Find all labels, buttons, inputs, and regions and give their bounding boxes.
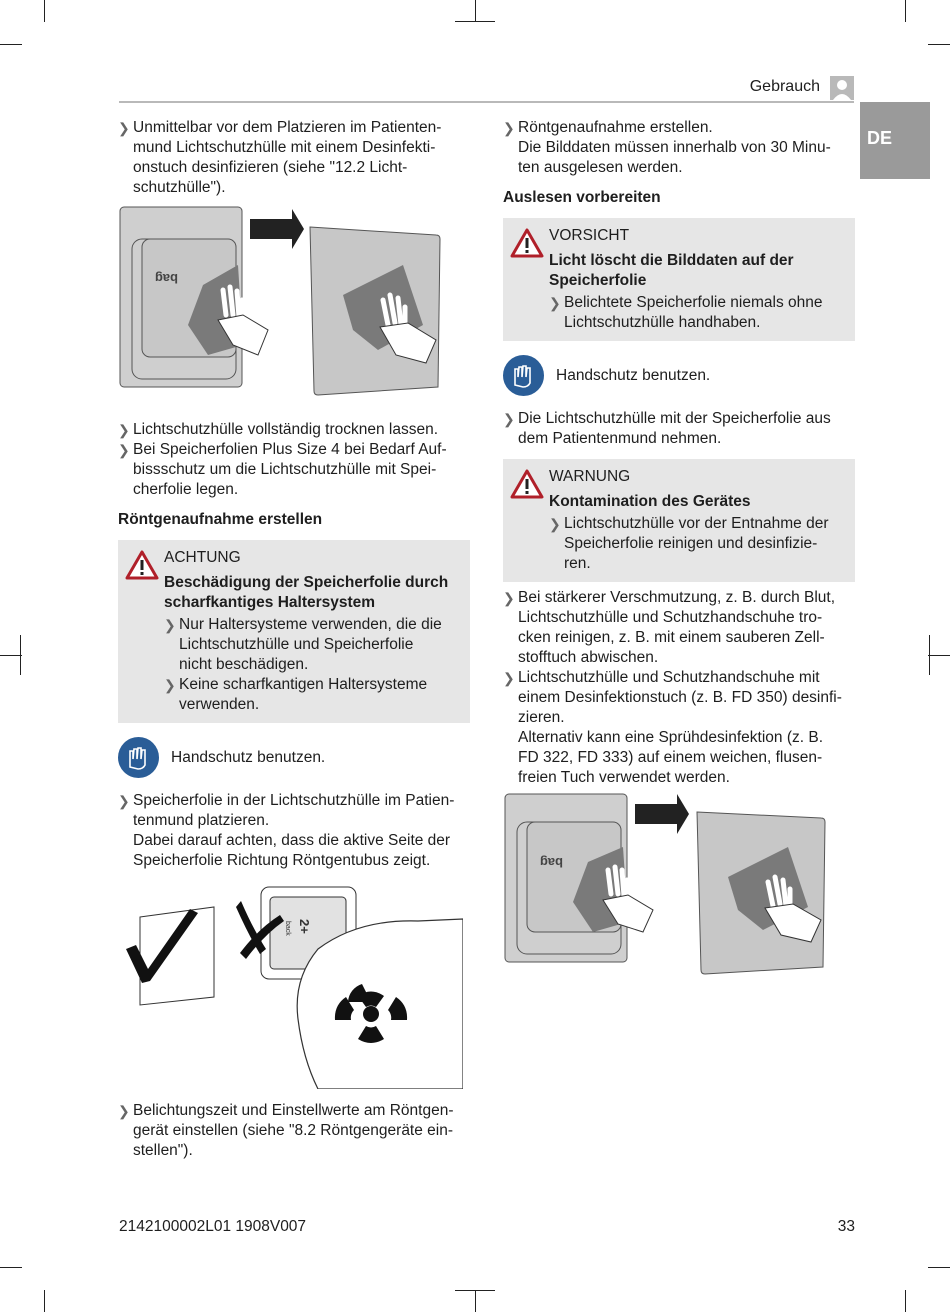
- crop-mark: [0, 655, 22, 656]
- crop-mark: [475, 0, 476, 22]
- list-item: [118, 791, 470, 871]
- section-title: Gebrauch: [749, 78, 820, 95]
- chevron-right-icon: ❯: [503, 590, 515, 606]
- list-item: [118, 420, 470, 440]
- chevron-right-icon: ❯: [164, 617, 176, 633]
- chevron-right-icon: ❯: [118, 1103, 130, 1119]
- crop-mark: [928, 44, 950, 45]
- cleaning-illustration: [503, 792, 833, 987]
- list-item: [503, 668, 855, 788]
- list-item: [503, 118, 855, 178]
- plate-sublabel: back: [284, 921, 291, 936]
- document-number: 2142100002L01 1908V007: [119, 1218, 307, 1235]
- list-item: [118, 1101, 470, 1161]
- list-item: [164, 675, 460, 715]
- chevron-right-icon: ❯: [118, 422, 130, 438]
- crop-mark: [928, 1267, 950, 1268]
- list-item: [118, 440, 470, 500]
- glove-text: Handschutz benutzen.: [556, 367, 711, 384]
- glove-icon: [503, 355, 544, 396]
- left-column: [118, 118, 470, 1161]
- list-item-text: Belichtungszeit und Einstellwerte am Röntgen- gerät einstellen (siehe "8.2 Röntgengeräte ein- stellen").: [133, 1102, 454, 1159]
- crop-mark: [905, 1290, 906, 1312]
- chevron-right-icon: ❯: [503, 670, 515, 686]
- vorsicht-box: [503, 218, 855, 341]
- list-item-text: Bei stärkerer Verschmutzung, z. B. durch Blut, Lichtschutzhülle und Schutzhandschuhe tro- cken reinigen, z. B. mit einem sauberen Zell- stofftuch abwischen.: [518, 589, 836, 666]
- list-item-text: Lichtschutzhülle vollständig trocknen lassen.: [133, 421, 439, 438]
- chevron-right-icon: ❯: [503, 120, 515, 136]
- list-item-text: Bei Speicherfolien Plus Size 4 bei Bedarf Auf- bissschutz um die Lichtschutzhülle mit Spei- cherfolie legen.: [133, 441, 447, 498]
- list-item: [549, 514, 845, 574]
- crop-mark: [905, 0, 906, 22]
- warning-label: VORSICHT: [549, 227, 630, 244]
- warning-icon: [125, 550, 159, 580]
- list-item-text: Lichtschutzhülle und Schutzhandschuhe mit einem Desinfektionstuch (z. B. FD 350) desinfi- zieren. Alternativ kann eine Sprühdesinfektion (z. B. FD 322, FD 333) auf einem weichen, flusen- freien Tuch verwendet werden.: [518, 669, 842, 786]
- chevron-right-icon: ❯: [118, 120, 130, 136]
- list-item: [503, 409, 855, 449]
- crop-mark: [0, 44, 22, 45]
- chevron-right-icon: ❯: [118, 442, 130, 458]
- crop-mark: [475, 1290, 476, 1312]
- crop-mark: [44, 0, 45, 22]
- list-item-text: Speicherfolie in der Lichtschutzhülle im Patien- tenmund platzieren. Dabei darauf achten, dass die aktive Seite der Speicherfolie Richtung Röntgentubus zeigt.: [133, 792, 455, 869]
- language-tab: DE: [860, 102, 930, 179]
- list-item: [503, 588, 855, 668]
- list-item-text: Belichtete Speicherfolie niemals ohne Lichtschutzhülle handhaben.: [564, 294, 823, 331]
- placement-illustration: [118, 879, 463, 1089]
- list-item-text: Nur Haltersysteme verwenden, die die Lichtschutzhülle und Speicherfolie nicht beschädigen.: [179, 616, 442, 673]
- warning-title: Beschädigung der Speicherfolie durch scharfkantiges Haltersystem: [164, 574, 449, 611]
- bag-label: bag: [539, 855, 563, 870]
- section-heading: Röntgenaufnahme erstellen: [118, 511, 323, 528]
- warning-title: Licht löscht die Bilddaten auf der Speicherfolie: [549, 252, 794, 289]
- plate-label: 2+: [297, 919, 312, 934]
- list-item: [549, 293, 845, 333]
- header-rule: [119, 101, 854, 103]
- chevron-right-icon: ❯: [549, 295, 561, 311]
- crop-mark: [44, 1290, 45, 1312]
- warning-icon: [510, 469, 544, 499]
- achtung-box: [118, 540, 470, 723]
- warning-label: ACHTUNG: [164, 549, 241, 566]
- crop-mark: [455, 1290, 495, 1291]
- crop-mark: [928, 655, 950, 656]
- list-item-text: Die Lichtschutzhülle mit der Speicherfolie aus dem Patientenmund nehmen.: [518, 410, 831, 447]
- cleaning-illustration: [118, 205, 448, 410]
- glove-icon: [118, 737, 159, 778]
- crop-mark: [455, 21, 495, 22]
- warning-label: WARNUNG: [549, 468, 631, 485]
- list-item-text: Unmittelbar vor dem Platzieren im Patienten- mund Lichtschutzhülle mit einem Desinfekti- onstuch desinfizieren (siehe "12.2 Licht- schutzhülle").: [133, 119, 442, 196]
- warning-icon: [510, 228, 544, 258]
- chevron-right-icon: ❯: [118, 793, 130, 809]
- list-item-text: Röntgenaufnahme erstellen. Die Bilddaten müssen innerhalb von 30 Minu- ten ausgelesen werden.: [518, 119, 831, 176]
- page-number: 33: [837, 1218, 855, 1235]
- glove-text: Handschutz benutzen.: [171, 749, 326, 766]
- crop-mark: [0, 1267, 22, 1268]
- chevron-right-icon: ❯: [503, 411, 515, 427]
- list-item-text: Lichtschutzhülle vor der Entnahme der Speicherfolie reinigen und desinfizie- ren.: [564, 515, 829, 572]
- list-item-text: Keine scharfkantigen Haltersysteme verwenden.: [179, 676, 428, 713]
- list-item: [118, 118, 470, 198]
- warning-title: Kontamination des Gerätes: [549, 493, 751, 510]
- glove-notice: [503, 355, 855, 397]
- right-column: [503, 118, 855, 987]
- bag-label: bag: [154, 271, 178, 286]
- list-item: [164, 615, 460, 675]
- glove-notice: [118, 737, 470, 779]
- person-icon: [830, 76, 854, 100]
- section-heading: Auslesen vorbereiten: [503, 189, 661, 206]
- warnung-box: [503, 459, 855, 582]
- chevron-right-icon: ❯: [164, 677, 176, 693]
- chevron-right-icon: ❯: [549, 516, 561, 532]
